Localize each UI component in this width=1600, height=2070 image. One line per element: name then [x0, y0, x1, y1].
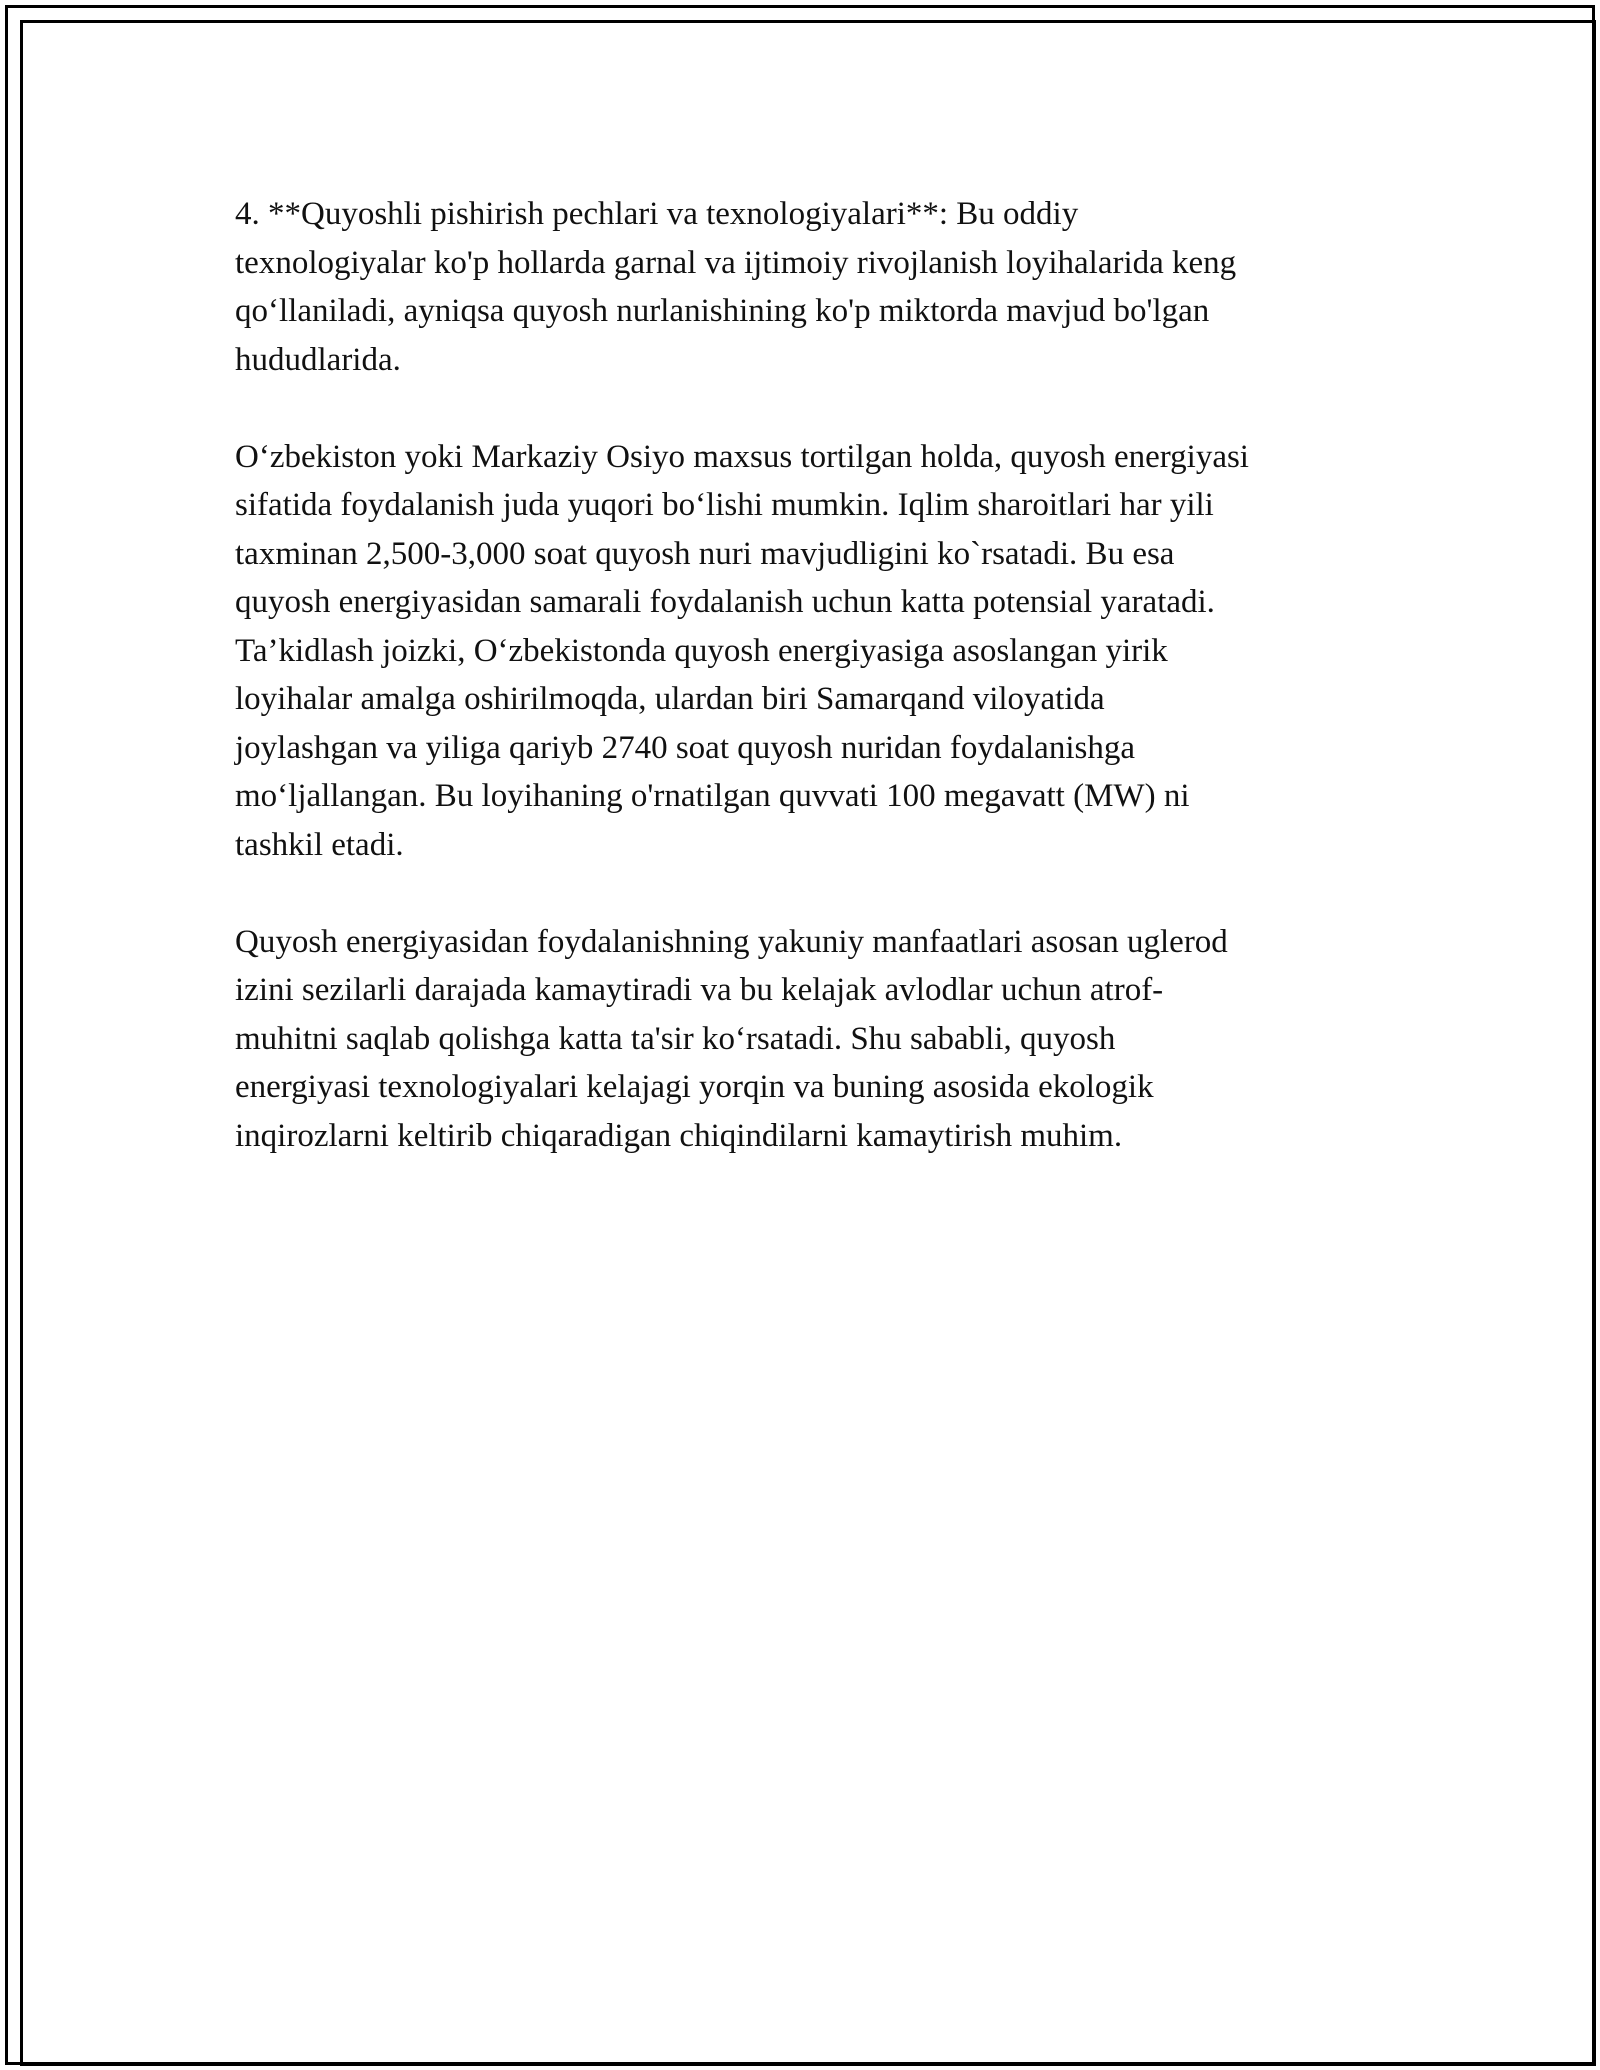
text-line: hududlarida.: [235, 341, 401, 378]
text-line: izini sezilarli darajada kamaytiradi va bu kelajak avlodlar uchun atrof-: [235, 972, 1164, 1008]
text-line: loyihalar amalga oshirilmoqda, ulardan biri Samarqand viloyatida: [235, 681, 1105, 717]
paragraph-uzbekistan-potential: [235, 433, 1370, 870]
text-line: texnologiyalar ko'p hollarda garnal va ijtimoiy rivojlanish loyihalarida keng: [235, 244, 1237, 281]
text-line: O‘zbekiston yoki Markaziy Osiyo maxsus tortilgan holda, quyosh energiyasi: [235, 438, 1249, 475]
text-line: qo‘llaniladi, ayniqsa quyosh nurlanishining ko'p miktorda mavjud bo'lgan: [235, 293, 1210, 329]
text-line: energiyasi texnologiyalari kelajagi yorqin va buning asosida ekologik: [235, 1069, 1154, 1105]
text-line: Quyosh energiyasidan foydalanishning yakuniy manfaatlari asosan uglerod: [235, 923, 1228, 960]
text-line: joylashgan va yiliga qariyb 2740 soat quyosh nuridan foydalanishga: [235, 729, 1135, 766]
paragraph-solar-cookers: [235, 190, 1370, 384]
text-line: taxminan 2,500-3,000 soat quyosh nuri mavjudligini ko`rsatadi. Bu esa: [235, 535, 1175, 572]
text-line: mo‘ljallangan. Bu loyihaning o'rnatilgan quvvati 100 megavatt (MW) ni: [235, 778, 1190, 814]
text-line: muhitni saqlab qolishga katta ta'sir ko‘rsatadi. Shu sababli, quyosh: [235, 1020, 1116, 1057]
paragraph-benefits: [235, 918, 1370, 1161]
text-line: sifatida foydalanish juda yuqori bo‘lishi mumkin. Iqlim sharoitlari har yili: [235, 487, 1214, 523]
text-line: inqirozlarni keltirib chiqaradigan chiqindilarni kamaytirish muhim.: [235, 1117, 1123, 1154]
document-body: [235, 190, 1370, 1209]
text-line: quyosh energiyasidan samarali foydalanish uchun katta potensial yaratadi.: [235, 584, 1215, 620]
text-line: 4. **Quyoshli pishirish pechlari va texnologiyalari**: Bu oddiy: [235, 196, 1079, 232]
text-line: Ta’kidlash joizki, O‘zbekistonda quyosh energiyasiga asoslangan yirik: [235, 632, 1168, 669]
text-line: tashkil etadi.: [235, 826, 404, 863]
